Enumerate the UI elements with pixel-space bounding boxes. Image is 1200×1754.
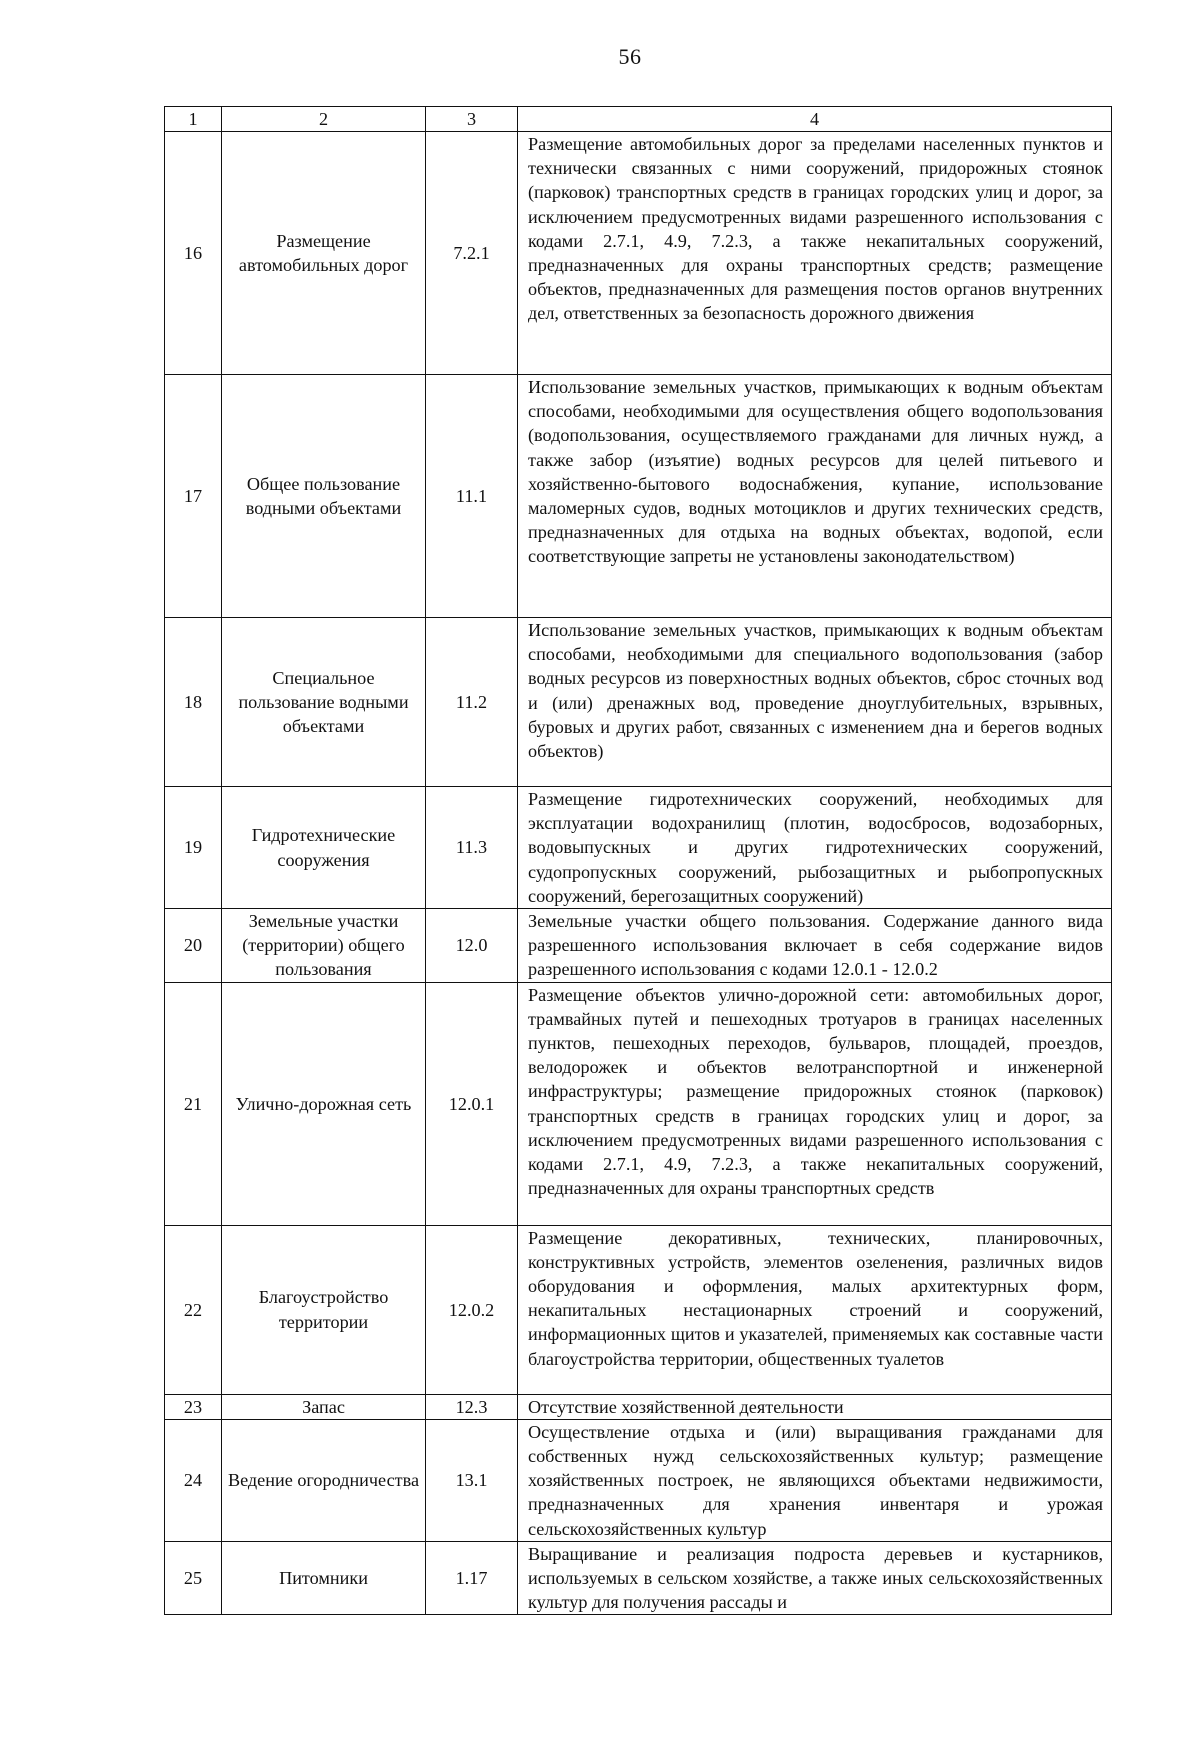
land-use-code: 13.1 — [426, 1419, 518, 1541]
land-use-description — [518, 132, 1112, 375]
land-use-description — [518, 1394, 1112, 1419]
land-use-code: 12.0.2 — [426, 1225, 518, 1394]
description-text: Размещение автомобильных дорог за пределами населенных пунктов и технически связанных с ними сооружений, придорожных стоянок (парковок) транспортных средств в границах городских улиц и дорог, за исключением предусмотренных видами разрешенного использования с кодами 2.7.1, 4.9, 7.2.3, а также некапитальных сооружений, предназначенных для охраны транспортных средств; размещение объектов, предназначенных для размещения постов органов внутренних дел, ответственных за безопасность дорожного движения — [528, 134, 1103, 324]
land-use-code: 12.0 — [426, 909, 518, 983]
land-use-description — [518, 618, 1112, 787]
land-use-name: Благоустройство территории — [222, 1225, 426, 1394]
land-use-name: Ведение огородничества — [222, 1419, 426, 1541]
land-use-code: 11.1 — [426, 375, 518, 618]
table-row — [165, 375, 1112, 618]
row-number: 21 — [165, 982, 222, 1225]
header-cell-4: 4 — [518, 107, 1112, 132]
land-use-description — [518, 982, 1112, 1225]
land-use-code: 12.0.1 — [426, 982, 518, 1225]
land-use-description — [518, 1541, 1112, 1615]
table-row — [165, 1225, 1112, 1394]
table-row — [165, 618, 1112, 787]
table-row — [165, 1419, 1112, 1541]
header-cell-3: 3 — [426, 107, 518, 132]
description-text: Отсутствие хозяйственной деятельности — [528, 1396, 844, 1417]
land-use-name: Специальное пользование водными объектами — [222, 618, 426, 787]
description-text: Выращивание и реализация подроста деревьев и кустарников, используемых в сельском хозяйстве, а также иных сельскохозяйственных культур для получения рассады и — [528, 1543, 1103, 1613]
land-use-name: Запас — [222, 1394, 426, 1419]
land-use-code: 11.3 — [426, 787, 518, 909]
row-number: 25 — [165, 1541, 222, 1615]
row-number: 17 — [165, 375, 222, 618]
land-use-name: Улично-дорожная сеть — [222, 982, 426, 1225]
land-use-description — [518, 787, 1112, 909]
land-use-name: Земельные участки (территории) общего пользования — [222, 909, 426, 983]
description-text: Размещение объектов улично-дорожной сети: автомобильных дорог, трамвайных путей и пешеходных тротуаров в границах населенных пунктов, пешеходных переходов, бульваров, площадей, проездов, велодорожек и объектов велотранспортной и инженерной инфраструктуры; размещение придорожных стоянок (парковок) транспортных средств в границах городских улиц и дорог, за исключением предусмотренных видами разрешенного использования с кодами 2.7.1, 4.9, 7.2.3, а также некапитальных сооружений, предназначенных для охраны транспортных средств — [528, 984, 1103, 1199]
table-header-row — [165, 107, 1112, 132]
header-cell-1: 1 — [165, 107, 222, 132]
table-row — [165, 1394, 1112, 1419]
description-text: Земельные участки общего пользования. Содержание данного вида разрешенного использования включает в себя содержание видов разрешенного использования с кодами 12.0.1 - 12.0.2 — [528, 911, 1103, 980]
land-use-name: Гидротехнические сооружения — [222, 787, 426, 909]
table-row — [165, 1541, 1112, 1615]
row-number: 20 — [165, 909, 222, 983]
land-use-table — [164, 106, 1112, 1615]
land-use-description — [518, 1419, 1112, 1541]
page-number: 56 — [618, 44, 642, 69]
table-row — [165, 787, 1112, 909]
description-text: Использование земельных участков, примыкающих к водным объектам способами, необходимыми для специального водопользования (забор водных ресурсов из поверхностных водных объектов, сброс сточных вод и (или) дренажных вод, проведение дноуглубительных, взрывных, буровых и других работ, связанных с изменением дна и берегов водных объектов) — [528, 620, 1103, 762]
table-row — [165, 909, 1112, 983]
header-cell-2: 2 — [222, 107, 426, 132]
land-use-name: Размещение автомобильных дорог — [222, 132, 426, 375]
row-number: 23 — [165, 1394, 222, 1419]
description-text: Использование земельных участков, примыкающих к водным объектам способами, необходимыми для осуществления общего водопользования (водопользования, осуществляемого гражданами для личных нужд, а также забор (изъятие) водных ресурсов для целей питьевого и хозяйственно-бытового водоснабжения, купание, использование маломерных судов, водных мотоциклов и других технических средств, предназначенных для отдыха на водных объектах, водопой, если соответствующие запреты не установлены законодательством) — [528, 377, 1103, 567]
row-number: 16 — [165, 132, 222, 375]
row-number: 19 — [165, 787, 222, 909]
table-row — [165, 132, 1112, 375]
land-use-description — [518, 375, 1112, 618]
land-use-code: 12.3 — [426, 1394, 518, 1419]
land-use-description — [518, 1225, 1112, 1394]
land-use-code: 7.2.1 — [426, 132, 518, 375]
description-text: Размещение гидротехнических сооружений, необходимых для эксплуатации водохранилищ (плотин, водосбросов, водозаборных, водовыпускных и других гидротехнических сооружений, судопропускных сооружений, рыбозащитных и рыбопропускных сооружений, берегозащитных сооружений) — [528, 789, 1103, 906]
table-row — [165, 982, 1112, 1225]
land-use-description — [518, 909, 1112, 983]
description-text: Размещение декоративных, технических, планировочных, конструктивных устройств, элементов озеленения, различных видов оборудования и оформления, малых архитектурных форм, некапитальных нестационарных строений и сооружений, информационных щитов и указателей, применяемых как составные части благоустройства территории, общественных туалетов — [528, 1227, 1103, 1369]
row-number: 24 — [165, 1419, 222, 1541]
row-number: 18 — [165, 618, 222, 787]
land-use-code: 11.2 — [426, 618, 518, 787]
description-text: Осуществление отдыха и (или) выращивания гражданами для собственных нужд сельскохозяйственных культур; размещение хозяйственных построек, не являющихся объектами недвижимости, предназначенных для хранения инвентаря и урожая сельскохозяйственных культур — [528, 1421, 1103, 1539]
land-use-name: Общее пользование водными объектами — [222, 375, 426, 618]
land-use-name: Питомники — [222, 1541, 426, 1615]
row-number: 22 — [165, 1225, 222, 1394]
land-use-code: 1.17 — [426, 1541, 518, 1615]
